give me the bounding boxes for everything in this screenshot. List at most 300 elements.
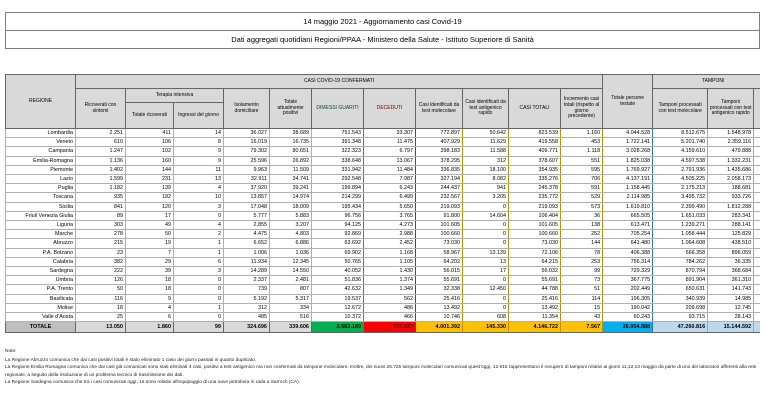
data-cell: 50.765: [312, 257, 364, 266]
total-row: [6, 322, 761, 333]
table-row: [6, 165, 761, 174]
data-cell: 729.329: [603, 267, 653, 276]
data-cell: 39: [126, 267, 174, 276]
data-cell: 0: [463, 276, 509, 285]
region-name: P.A. Bolzano: [6, 248, 76, 257]
data-cell: 63.692: [312, 239, 364, 248]
data-cell: 23: [76, 248, 126, 257]
data-cell: 106.404: [509, 211, 561, 220]
data-cell: 4.044.528: [603, 129, 653, 138]
data-cell: 391.348: [312, 138, 364, 147]
group-header-terapia-intensiva: Terapia intensiva: [126, 89, 224, 103]
notes-label: Note:: [5, 349, 17, 354]
data-cell: 5.317: [270, 294, 312, 303]
data-cell: 126: [76, 276, 126, 285]
data-cell: 50: [126, 230, 174, 239]
data-cell: 756.314: [603, 257, 653, 266]
data-cell: 39.241: [270, 184, 312, 193]
data-cell: 650.631: [653, 285, 708, 294]
data-cell: 38.689: [270, 129, 312, 138]
data-cell: 438.510: [708, 239, 754, 248]
data-cell: 378.607: [509, 156, 561, 165]
table-row: [6, 276, 761, 285]
data-cell: 160: [126, 156, 174, 165]
data-cell: 50.642: [463, 129, 509, 138]
data-cell: [754, 129, 760, 138]
data-cell: 51: [561, 285, 603, 294]
table-row: [6, 221, 761, 230]
data-cell: 36.335: [708, 257, 754, 266]
data-cell: 1.812.288: [708, 202, 754, 211]
data-cell: 4.273: [364, 221, 416, 230]
data-cell: 312: [224, 303, 270, 312]
data-cell: 516: [270, 313, 312, 322]
data-cell: 141.743: [708, 285, 754, 294]
region-name: Basilicata: [6, 294, 76, 303]
data-cell: 245.378: [509, 184, 561, 193]
data-cell: 0: [463, 221, 509, 230]
data-cell: 1.006: [224, 248, 270, 257]
data-cell: [754, 285, 760, 294]
data-cell: 406.388: [603, 248, 653, 257]
data-cell: 419.558: [509, 138, 561, 147]
data-cell: 322.323: [312, 147, 364, 156]
total-cell: 324.696: [224, 322, 270, 333]
data-cell: 11.934: [224, 257, 270, 266]
data-cell: 235.772: [509, 193, 561, 202]
data-cell: 64.215: [509, 257, 561, 266]
data-cell: 55.691: [416, 276, 463, 285]
data-cell: 11.475: [364, 138, 416, 147]
data-cell: 566.358: [653, 248, 708, 257]
data-cell: 368.684: [708, 267, 754, 276]
data-cell: 18: [126, 285, 174, 294]
data-cell: 13: [174, 175, 224, 184]
data-cell: 11: [174, 165, 224, 174]
data-cell: 7: [126, 248, 174, 257]
data-cell: [754, 156, 760, 165]
data-cell: 4.803: [270, 230, 312, 239]
data-cell: 4: [126, 303, 174, 312]
report-subtitle: Dati aggregati quotidiani Regioni/PPAA - Ministero della Salute - Istituto Superiore di Sanità: [5, 30, 760, 49]
data-cell: 15: [561, 303, 603, 312]
data-cell: 64.202: [416, 257, 463, 266]
notes-section: [5, 348, 762, 386]
data-cell: 331.942: [312, 165, 364, 174]
data-cell: 13.067: [364, 156, 416, 165]
data-cell: 8.082: [463, 175, 509, 184]
table-row: [6, 138, 761, 147]
data-cell: 69.902: [312, 248, 364, 257]
data-cell: 101.605: [509, 221, 561, 230]
data-cell: 32.338: [416, 285, 463, 294]
data-cell: 18: [126, 276, 174, 285]
total-cell: 4.001.392: [416, 322, 463, 333]
data-cell: 106: [126, 138, 174, 147]
data-cell: 19.537: [312, 294, 364, 303]
data-cell: 9: [174, 156, 224, 165]
data-cell: 378.295: [416, 156, 463, 165]
column-header-isolamento: Isolamento domiciliare: [224, 89, 270, 129]
region-name: Marche: [6, 230, 76, 239]
data-cell: 190.042: [603, 303, 653, 312]
region-name: Molise: [6, 303, 76, 312]
column-header-ricoverati: Ricoverati con sintomi: [76, 89, 126, 129]
data-cell: 283.341: [708, 211, 754, 220]
data-cell: 466: [364, 313, 416, 322]
region-name: Calabria: [6, 257, 76, 266]
data-cell: [754, 184, 760, 193]
region-name: Friuli Venezia Giulia: [6, 211, 76, 220]
table-row: [6, 129, 761, 138]
data-cell: 933.726: [708, 193, 754, 202]
data-cell: 3: [174, 267, 224, 276]
data-cell: 411: [126, 129, 174, 138]
data-cell: 453: [561, 138, 603, 147]
data-cell: 182: [126, 193, 174, 202]
data-cell: 641.480: [603, 239, 653, 248]
data-cell: 841: [76, 202, 126, 211]
column-header-tamponi-molecolare: Tamponi processati con test molecolare: [653, 89, 708, 129]
region-name: Emilia-Romagna: [6, 156, 76, 165]
data-cell: 2.251: [76, 129, 126, 138]
data-cell: 1.158.445: [603, 184, 653, 193]
data-cell: 73.030: [416, 239, 463, 248]
data-cell: 196.305: [603, 294, 653, 303]
data-cell: 705.254: [603, 230, 653, 239]
data-cell: 42.632: [312, 285, 364, 294]
region-name: Toscana: [6, 193, 76, 202]
region-name: Campania: [6, 147, 76, 156]
data-cell: 188.681: [708, 184, 754, 193]
data-cell: 0: [463, 239, 509, 248]
data-cell: 870.794: [653, 267, 708, 276]
data-cell: 91.800: [416, 211, 463, 220]
column-header-deceduti: DECEDUTI: [364, 89, 416, 129]
data-cell: [754, 221, 760, 230]
data-cell: 25.596: [224, 156, 270, 165]
table-row: [6, 303, 761, 312]
data-cell: 0: [174, 211, 224, 220]
data-cell: 10.372: [312, 313, 364, 322]
data-cell: 12.672: [312, 303, 364, 312]
data-cell: 739: [224, 285, 270, 294]
region-name: P.A. Trento: [6, 285, 76, 294]
data-cell: [754, 239, 760, 248]
total-cell: 1.860: [126, 322, 174, 333]
data-cell: 891.904: [653, 276, 708, 285]
data-cell: [754, 276, 760, 285]
region-name: Sardegna: [6, 267, 76, 276]
data-cell: 144: [126, 165, 174, 174]
total-cell: 123.927: [364, 322, 416, 333]
data-cell: 9: [126, 294, 174, 303]
data-cell: 340.939: [653, 294, 708, 303]
data-cell: 0: [174, 313, 224, 322]
note-item: La Regione Sardegna comunica che tra i casi comunicati oggi, 15 sono relativi all'equipaggio di una nave petroliera in rada a Sarroch (CA).: [5, 379, 301, 385]
data-cell: 1.349: [364, 285, 416, 294]
data-cell: 784.262: [653, 257, 708, 266]
data-cell: 6.652: [224, 239, 270, 248]
data-cell: 138: [561, 221, 603, 230]
data-cell: 18: [76, 303, 126, 312]
data-cell: 3.765: [364, 211, 416, 220]
data-cell: 43: [561, 313, 603, 322]
data-cell: 1.160: [561, 129, 603, 138]
data-cell: [754, 313, 760, 322]
data-cell: 751.543: [312, 129, 364, 138]
data-cell: 0: [463, 303, 509, 312]
group-header-casi-confermati: CASI COVID-19 CONFERMATI: [76, 75, 603, 89]
data-cell: 610: [76, 138, 126, 147]
data-cell: 935: [76, 193, 126, 202]
data-cell: 14.985: [708, 294, 754, 303]
data-cell: 278: [76, 230, 126, 239]
data-cell: 6.797: [364, 147, 416, 156]
data-cell: 1.118: [561, 147, 603, 156]
data-cell: 199.894: [312, 184, 364, 193]
data-cell: 100.660: [416, 230, 463, 239]
region-name: Lombardia: [6, 129, 76, 138]
data-cell: 409.771: [509, 147, 561, 156]
data-cell: 13.139: [463, 248, 509, 257]
data-cell: 10: [174, 193, 224, 202]
data-cell: 665.505: [603, 211, 653, 220]
data-cell: 3.028.268: [603, 147, 653, 156]
total-cell: 7.567: [561, 322, 603, 333]
column-header-incremento: Incremento casi totali (rispetto al giorno precedente): [561, 89, 603, 129]
data-cell: 44.788: [509, 285, 561, 294]
data-cell: 1.435.686: [708, 165, 754, 174]
group-header-tamponi: TAMPONI: [653, 75, 760, 89]
data-cell: [754, 294, 760, 303]
data-cell: 2.114.985: [603, 193, 653, 202]
data-cell: 407.929: [416, 138, 463, 147]
column-header-positivi: Totale attualmente positivi: [270, 89, 312, 129]
data-cell: 1.825.038: [603, 156, 653, 165]
data-cell: 0: [174, 276, 224, 285]
data-cell: 334: [270, 303, 312, 312]
data-cell: 55.691: [509, 276, 561, 285]
data-cell: 1.374: [364, 276, 416, 285]
data-cell: 11.588: [463, 147, 509, 156]
data-cell: 5.883: [270, 211, 312, 220]
data-cell: 5.201.740: [653, 138, 708, 147]
data-cell: 303: [76, 221, 126, 230]
column-header-regione: REGIONE: [6, 75, 76, 129]
data-cell: 398.183: [416, 147, 463, 156]
data-cell: 1.548.978: [708, 129, 754, 138]
data-cell: 2.791.936: [653, 165, 708, 174]
data-cell: 29: [126, 257, 174, 266]
data-cell: 1.182: [76, 184, 126, 193]
data-cell: 253: [561, 257, 603, 266]
data-cell: 231: [126, 175, 174, 184]
data-cell: 4: [174, 221, 224, 230]
data-cell: 102: [126, 147, 174, 156]
covid-table: [5, 74, 760, 333]
data-cell: 11.509: [270, 165, 312, 174]
data-cell: 2.337: [224, 276, 270, 285]
data-cell: 562: [364, 294, 416, 303]
data-cell: 100.660: [509, 230, 561, 239]
data-cell: 1.105: [364, 257, 416, 266]
data-cell: 37.920: [224, 184, 270, 193]
data-cell: 56.032: [509, 267, 561, 276]
data-cell: 202.449: [603, 285, 653, 294]
data-cell: 73.030: [509, 239, 561, 248]
data-cell: 5.650: [364, 202, 416, 211]
region-name: Valle d'Aosta: [6, 313, 76, 322]
data-cell: 1.599: [76, 175, 126, 184]
data-cell: 14.550: [270, 267, 312, 276]
total-cell: [754, 322, 760, 333]
data-cell: 222: [76, 267, 126, 276]
data-cell: 2.175.213: [653, 184, 708, 193]
data-cell: 14.604: [463, 211, 509, 220]
data-cell: [754, 165, 760, 174]
data-cell: 613.471: [603, 221, 653, 230]
data-cell: 12.450: [463, 285, 509, 294]
data-cell: 16.019: [224, 138, 270, 147]
data-cell: 89: [76, 211, 126, 220]
column-header-ti-ingressi: Ingressi del giorno: [174, 103, 224, 129]
total-cell: 4.146.722: [509, 322, 561, 333]
data-cell: 8.512.675: [653, 129, 708, 138]
data-cell: 0: [174, 285, 224, 294]
data-cell: 11.629: [463, 138, 509, 147]
data-cell: 215: [76, 239, 126, 248]
column-header-dimessi-guariti: DIMESSI GUARITI: [312, 89, 364, 129]
data-cell: 6: [126, 313, 174, 322]
data-cell: [754, 230, 760, 239]
data-cell: [754, 257, 760, 266]
data-cell: 51.836: [312, 276, 364, 285]
data-cell: 13.492: [509, 303, 561, 312]
data-cell: 25: [76, 313, 126, 322]
data-cell: 4.137.191: [603, 175, 653, 184]
data-cell: 17.048: [224, 202, 270, 211]
note-item: La Regione Abruzzo comunica che dai casi positivi totali è stato eliminato 1 caso dei giorni passati in quanto duplicato.: [5, 358, 257, 364]
data-cell: 14.974: [270, 193, 312, 202]
data-cell: 2: [174, 230, 224, 239]
total-cell: 99: [174, 322, 224, 333]
data-cell: 5.777: [224, 211, 270, 220]
data-cell: 12.345: [270, 257, 312, 266]
data-cell: 78: [561, 248, 603, 257]
data-cell: 116: [76, 294, 126, 303]
data-cell: 529: [561, 193, 603, 202]
data-cell: 336.835: [416, 165, 463, 174]
data-cell: 40.052: [312, 267, 364, 276]
data-cell: 18.009: [270, 202, 312, 211]
data-cell: 25.416: [509, 294, 561, 303]
total-cell: 15.144.592: [708, 322, 754, 333]
table-row: [6, 193, 761, 202]
data-cell: 4: [174, 184, 224, 193]
note-item: La Regione Emilia Romagna comunica che dai casi già comunicati sono stati eliminati 4 casi, positivi a test antigenico ma non confermati da tampone molecolare. Inoltre, dei nuovi 26.725 tamponi molecolari comunicati quest'oggi, 12.915 rappresentano il recupero di tamponi relativi ai giorni 11,12,13 maggio da parte di uno dei laboratori afferenti alla rete regionale, a seguito della risoluzione di un problema tecnico di trasmissione dei dati.: [5, 365, 757, 378]
table-row: [6, 175, 761, 184]
data-cell: 354.935: [509, 165, 561, 174]
table-row: [6, 267, 761, 276]
region-name: Veneto: [6, 138, 76, 147]
table-row: [6, 202, 761, 211]
total-cell: 26.954.888: [603, 322, 653, 333]
data-cell: 1.619.810: [603, 202, 653, 211]
data-cell: 125.829: [708, 230, 754, 239]
data-cell: [754, 175, 760, 184]
data-cell: 19: [126, 239, 174, 248]
data-cell: 772.897: [416, 129, 463, 138]
data-cell: 6.886: [270, 239, 312, 248]
data-cell: 32.911: [224, 175, 270, 184]
data-cell: 120: [126, 202, 174, 211]
data-cell: 335.276: [509, 175, 561, 184]
data-cell: 139: [126, 184, 174, 193]
data-cell: 1.402: [76, 165, 126, 174]
data-cell: 11.354: [509, 313, 561, 322]
data-cell: 58.967: [416, 248, 463, 257]
data-cell: 1.651.033: [653, 211, 708, 220]
data-cell: 706: [561, 175, 603, 184]
data-cell: 807: [270, 285, 312, 294]
data-cell: 479.888: [708, 147, 754, 156]
data-cell: 16.735: [270, 138, 312, 147]
data-cell: 1.239.271: [653, 221, 708, 230]
region-name: Piemonte: [6, 165, 76, 174]
data-cell: 232.567: [416, 193, 463, 202]
region-name: Liguria: [6, 221, 76, 230]
data-cell: 823.539: [509, 129, 561, 138]
data-cell: 60.243: [603, 313, 653, 322]
data-cell: 361.310: [708, 276, 754, 285]
table-row: [6, 156, 761, 165]
data-cell: 2.399.490: [653, 202, 708, 211]
data-cell: 114: [561, 294, 603, 303]
data-cell: 1.064.608: [653, 239, 708, 248]
data-cell: 292.548: [312, 175, 364, 184]
data-cell: 9.963: [224, 165, 270, 174]
data-cell: 36: [561, 211, 603, 220]
table-row: [6, 147, 761, 156]
data-cell: 34.741: [270, 175, 312, 184]
data-cell: 4.159.610: [653, 147, 708, 156]
data-cell: 338.648: [312, 156, 364, 165]
report-header: [5, 12, 760, 49]
data-cell: 93.715: [653, 313, 708, 322]
data-cell: [754, 138, 760, 147]
data-cell: 72.106: [509, 248, 561, 257]
data-cell: 252: [561, 230, 603, 239]
data-cell: 1.168: [364, 248, 416, 257]
data-cell: 941: [463, 184, 509, 193]
table-row: [6, 184, 761, 193]
data-cell: [754, 211, 760, 220]
column-header-persone-testate: Totale persone testate: [603, 75, 653, 129]
data-cell: 3.495.732: [653, 193, 708, 202]
data-cell: 2.855: [224, 221, 270, 230]
data-cell: 13.857: [224, 193, 270, 202]
data-cell: 79.302: [224, 147, 270, 156]
data-cell: [754, 303, 760, 312]
column-header-casi-molecolare: Casi identificati da test molecolare: [416, 89, 463, 129]
data-cell: 26.892: [270, 156, 312, 165]
data-cell: 0: [463, 294, 509, 303]
data-cell: 6.243: [364, 184, 416, 193]
data-cell: 7.987: [364, 175, 416, 184]
report-title: 14 maggio 2021 - Aggiornamento casi Covid-19: [5, 12, 760, 31]
data-cell: 14.289: [224, 267, 270, 276]
